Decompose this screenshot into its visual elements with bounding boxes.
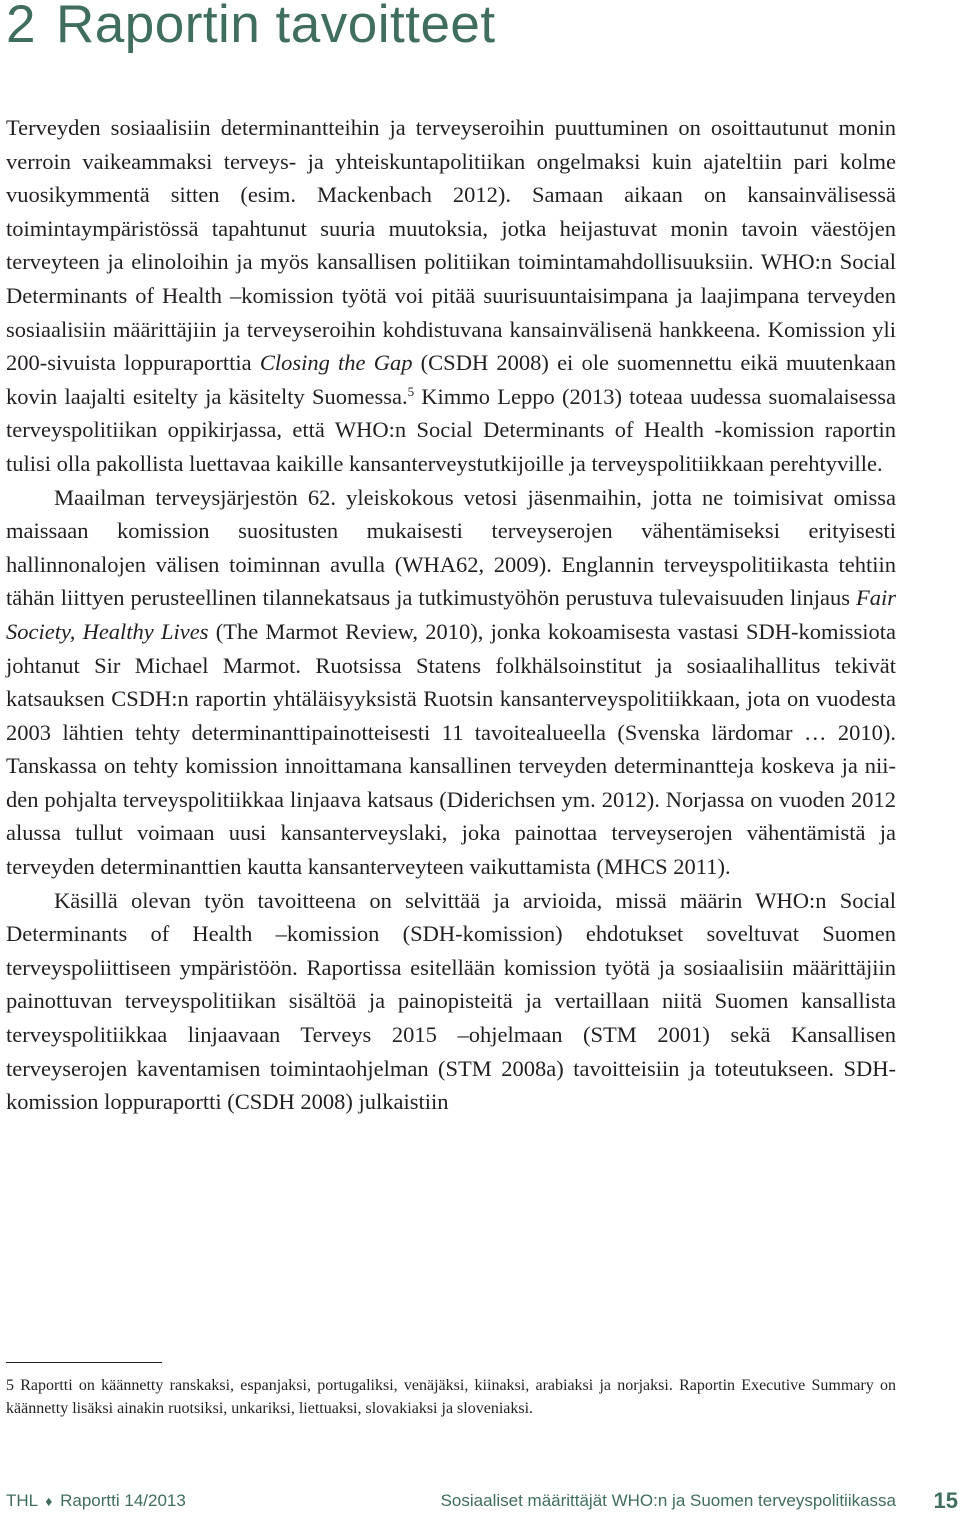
paragraph-3: [6, 884, 896, 1119]
page-footer: [6, 1488, 958, 1517]
body-text: [6, 111, 896, 1119]
footer-publisher: THL: [6, 1491, 38, 1510]
text-run: (The Marmot Review, 2010), jonka kokoamisesta vastasi SDH-komissiota johtanut Sir Michael Marmot. Ruotsissa Statens folkhälsoinstitut ja sosiaalihallitus tekivät katsauksen CSDH:n raportin yhtäläisyyksistä Ruotsin kansanterveyspolitiikkaan, jota on vuodesta 2003 lähtien tehty determinanttipainotteisesti 11 tavoitealueella (Svenska lärdomar … 2010). Tanskassa on tehty komission innoittamana kansallinen terveyden determinantteja koskeva ja niiden pohjalta terveyspolitiikkaa linjaava katsaus (Diderichsen ym. 2012). Norjassa on vuoden 2012 alussa tullut voimaan uusi kansanterveyslaki, joka painottaa terveyserojen vähentämistä ja terveyden determinanttien kautta kansanterveyteen vaikuttamista (MHCS 2011).: [6, 618, 896, 880]
footnote: [6, 1374, 896, 1420]
chapter-number: 2: [6, 0, 36, 54]
italic-title: Fair Society, Healthy Lives: [6, 585, 896, 644]
page-number: 15: [933, 1488, 958, 1513]
text-run: Käsillä olevan työn tavoitteena on selvittää ja arvioida, missä määrin WHO:n Social Determinants of Health –komission (SDH-komission) ehdotukset soveltuvat Suomen terveyspoliittiseen ympäristöön. Raportissa esitellään komission työtä ja sosiaalisiin määrittäjiin painottuvan terveyspolitiikan sisältöä ja painopisteitä ja vertaillaan niitä Suomen kansallista terveyspolitiikkaa linjaavaan Terveys 2015 –ohjelmaan (STM 2001) sekä Kansallisen terveyserojen kaventamisen toimintaohjelman (STM 2008a) tavoitteisiin ja toteutukseen. SDH-komission loppuraportti (CSDH 2008) julkaistiin: [6, 887, 896, 1115]
footer-report-number: Raportti 14/2013: [60, 1491, 186, 1510]
text-run: Maailman terveysjärjestön 62. yleiskokous vetosi jäsenmaihin, jotta ne toimisivat omissa maissaan komission suositusten mukaisesti terveyserojen vähentämiseksi erityisesti hallinnonalojen välisen toiminnan avulla (WHA62, 2009). Englannin terveyspolitiikasta tehtiin tähän liittyen perusteellinen tilannekatsaus ja tutkimustyöhön perustuva tulevaisuuden linjaus: [6, 484, 896, 611]
footnote-text: 5 Raportti on käännetty ranskaksi, espanjaksi, portugaliksi, venäjäksi, kiinaksi, arabiaksi ja norjaksi. Raportin Executive Summary on käännetty lisäksi ainakin ruotsiksi, unkariksi, liettuaksi, slovakiaksi ja sloveniaksi.: [6, 1377, 896, 1417]
diamond-icon: ♦: [45, 1493, 53, 1509]
text-run: (CSDH 2008) ei ole suomennettu eikä muutenkaan kovin laajalti esitelty ja käsitelty Suomessa.: [6, 350, 896, 409]
footer-title: Sosiaaliset määrittäjät WHO:n ja Suomen terveyspolitiikassa: [440, 1491, 896, 1510]
chapter-title: Raportin tavoitteet: [55, 0, 496, 54]
text-run: Kimmo Leppo (2013) toteaa uudessa suomalaisessa terveyspolitiikan oppikirjassa, että WHO:n Social Determinants of Health -komission raportin tulisi olla pakollista luettavaa kaikille kansanterveystutkijoille ja terveyspolitiikkaan perehtyville.: [6, 383, 896, 476]
footer-series: [6, 1491, 186, 1511]
footnote-ref: 5: [407, 383, 415, 399]
paragraph-2: [6, 481, 896, 884]
chapter-heading: [6, 0, 496, 55]
text-run: Terveyden sosiaalisiin determinantteihin ja terveyseroihin puuttuminen on osoittautunut monin verroin vaikeammaksi terveys- ja yhteiskuntapolitiikan ongelmaksi kuin ajateltiin pari kolme vuosikymmentä sitten (esim. Mackenbach 2012). Samaan aikaan on kansainvälisessä toimintaympäristössä tapahtunut suuria muutoksia, jotka heijastuvat monin tavoin väestöjen terveyteen ja elinoloihin ja myös kansallisen politiikan toimintamahdollisuuksiin. WHO:n Social Determinants of Health –komission työtä voi pitää suurisuuntaisimpana ja laajimpana terveyden sosiaalisiin määrittäjiin ja terveyseroihin kohdistuvana kansainvälisenä hankkeena. Komission yli 200-sivuista loppuraporttia: [6, 115, 896, 376]
footnote-rule: [6, 1362, 162, 1363]
italic-title: Closing the Gap: [259, 350, 413, 376]
paragraph-1: [6, 111, 896, 481]
